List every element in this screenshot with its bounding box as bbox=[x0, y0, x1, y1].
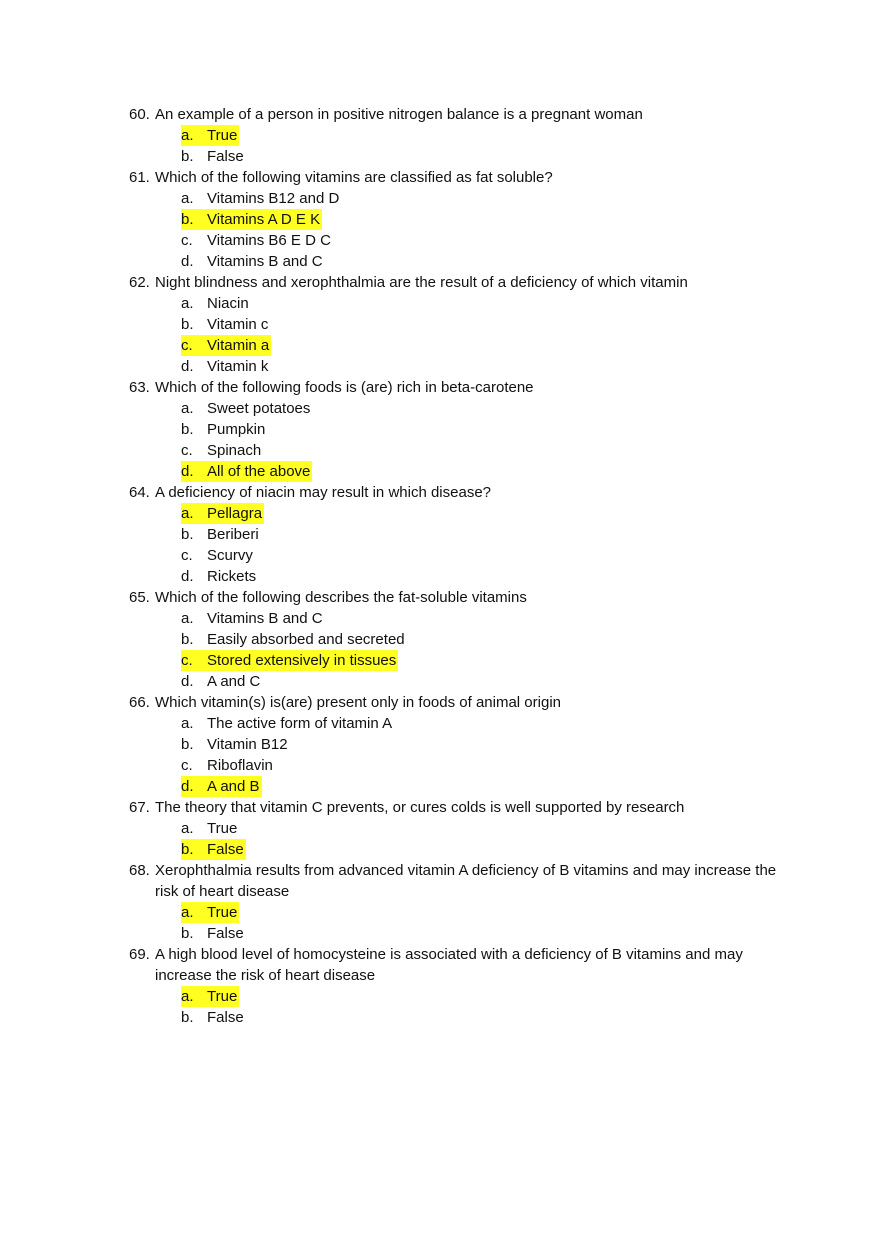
option-text: Vitamins B and C bbox=[207, 253, 323, 270]
answer-option bbox=[129, 1007, 789, 1028]
question-number: 61. bbox=[129, 169, 150, 186]
answer-option bbox=[129, 629, 789, 650]
option-content bbox=[181, 734, 290, 755]
option-letter: c. bbox=[181, 547, 193, 564]
option-letter: b. bbox=[181, 148, 194, 165]
option-content bbox=[181, 671, 262, 692]
question-number: 69. bbox=[129, 946, 150, 963]
option-content bbox=[181, 461, 312, 482]
question-number: 62. bbox=[129, 274, 150, 291]
question bbox=[129, 944, 789, 986]
option-content bbox=[181, 629, 407, 650]
option-content bbox=[181, 776, 262, 797]
option-text: A and B bbox=[207, 778, 260, 795]
option-list bbox=[129, 608, 789, 692]
option-content bbox=[181, 566, 258, 587]
option-letter: b. bbox=[181, 925, 194, 942]
answer-option-highlighted bbox=[129, 650, 789, 671]
option-list bbox=[129, 503, 789, 587]
option-letter: d. bbox=[181, 358, 194, 375]
option-letter: b. bbox=[181, 736, 194, 753]
answer-option bbox=[129, 545, 789, 566]
answer-option bbox=[129, 230, 789, 251]
option-text: Vitamin k bbox=[207, 358, 269, 375]
answer-option-highlighted bbox=[129, 125, 789, 146]
answer-option bbox=[129, 755, 789, 776]
option-text: Vitamins B and C bbox=[207, 610, 323, 627]
option-letter: d. bbox=[181, 463, 194, 480]
option-text: Vitamins B6 E D C bbox=[207, 232, 331, 249]
answer-option bbox=[129, 566, 789, 587]
option-letter: a. bbox=[181, 400, 194, 417]
question bbox=[129, 587, 789, 608]
option-content bbox=[181, 608, 325, 629]
answer-option bbox=[129, 314, 789, 335]
question bbox=[129, 797, 789, 818]
option-content bbox=[181, 293, 251, 314]
answer-option bbox=[129, 419, 789, 440]
option-text: Sweet potatoes bbox=[207, 400, 311, 417]
option-list bbox=[129, 818, 789, 860]
option-text: Pumpkin bbox=[207, 421, 266, 438]
option-letter: d. bbox=[181, 568, 194, 585]
option-content bbox=[181, 839, 246, 860]
answer-option-highlighted bbox=[129, 902, 789, 923]
question-number: 67. bbox=[129, 799, 150, 816]
option-text: The active form of vitamin A bbox=[207, 715, 393, 732]
option-text: Vitamin c bbox=[207, 316, 269, 333]
option-letter: b. bbox=[181, 526, 194, 543]
option-content bbox=[181, 146, 246, 167]
option-letter: a. bbox=[181, 820, 194, 837]
option-content bbox=[181, 188, 341, 209]
option-content bbox=[181, 818, 239, 839]
option-letter: a. bbox=[181, 295, 194, 312]
option-content bbox=[181, 650, 398, 671]
answer-option-highlighted bbox=[129, 461, 789, 482]
option-content bbox=[181, 713, 394, 734]
option-letter: a. bbox=[181, 988, 194, 1005]
question-text: Which of the following describes the fat-soluble vitamins bbox=[155, 589, 527, 606]
option-text: Stored extensively in tissues bbox=[207, 652, 397, 669]
answer-option-highlighted bbox=[129, 986, 789, 1007]
option-text: False bbox=[207, 841, 244, 858]
option-letter: d. bbox=[181, 253, 194, 270]
question-number: 64. bbox=[129, 484, 150, 501]
option-text: Riboflavin bbox=[207, 757, 273, 774]
option-content bbox=[181, 398, 312, 419]
answer-option bbox=[129, 440, 789, 461]
answer-option bbox=[129, 398, 789, 419]
question-text: Which of the following foods is (are) rich in beta-carotene bbox=[155, 379, 534, 396]
option-content bbox=[181, 923, 246, 944]
answer-option bbox=[129, 734, 789, 755]
option-text: Pellagra bbox=[207, 505, 263, 522]
option-content bbox=[181, 1007, 246, 1028]
option-list bbox=[129, 293, 789, 377]
answer-option bbox=[129, 251, 789, 272]
option-text: True bbox=[207, 988, 238, 1005]
option-text: True bbox=[207, 820, 238, 837]
question bbox=[129, 104, 789, 125]
option-content bbox=[181, 209, 322, 230]
option-text: All of the above bbox=[207, 463, 311, 480]
option-letter: a. bbox=[181, 610, 194, 627]
question-text: Xerophthalmia results from advanced vitamin A deficiency of B vitamins and may increase the risk of heart disease bbox=[155, 862, 777, 900]
option-text: Vitamin B12 bbox=[207, 736, 288, 753]
option-list bbox=[129, 125, 789, 167]
option-letter: d. bbox=[181, 673, 194, 690]
question-number: 68. bbox=[129, 862, 150, 879]
option-letter: c. bbox=[181, 757, 193, 774]
option-letter: b. bbox=[181, 1009, 194, 1026]
option-letter: b. bbox=[181, 841, 194, 858]
question bbox=[129, 167, 789, 188]
option-letter: b. bbox=[181, 421, 194, 438]
answer-option-highlighted bbox=[129, 776, 789, 797]
option-letter: a. bbox=[181, 715, 194, 732]
question bbox=[129, 272, 789, 293]
option-content bbox=[181, 251, 325, 272]
option-content bbox=[181, 125, 239, 146]
option-content bbox=[181, 419, 267, 440]
option-letter: a. bbox=[181, 190, 194, 207]
option-text: A and C bbox=[207, 673, 261, 690]
question bbox=[129, 377, 789, 398]
option-text: Spinach bbox=[207, 442, 262, 459]
question-text: Which vitamin(s) is(are) present only in foods of animal origin bbox=[155, 694, 561, 711]
option-content bbox=[181, 503, 264, 524]
option-letter: a. bbox=[181, 505, 194, 522]
option-text: Vitamins B12 and D bbox=[207, 190, 340, 207]
option-list bbox=[129, 188, 789, 272]
option-letter: b. bbox=[181, 631, 194, 648]
option-text: Easily absorbed and secreted bbox=[207, 631, 405, 648]
answer-option-highlighted bbox=[129, 209, 789, 230]
option-list bbox=[129, 398, 789, 482]
answer-option bbox=[129, 923, 789, 944]
question bbox=[129, 692, 789, 713]
option-letter: c. bbox=[181, 652, 193, 669]
option-content bbox=[181, 314, 270, 335]
question-text: An example of a person in positive nitrogen balance is a pregnant woman bbox=[155, 106, 643, 123]
option-text: Vitamins A D E K bbox=[207, 211, 321, 228]
answer-option bbox=[129, 713, 789, 734]
option-content bbox=[181, 545, 255, 566]
option-text: Beriberi bbox=[207, 526, 259, 543]
option-list bbox=[129, 986, 789, 1028]
answer-option bbox=[129, 608, 789, 629]
option-content bbox=[181, 335, 271, 356]
answer-option-highlighted bbox=[129, 335, 789, 356]
question bbox=[129, 860, 789, 902]
option-text: Vitamin a bbox=[207, 337, 270, 354]
question-text: A deficiency of niacin may result in which disease? bbox=[155, 484, 492, 501]
option-content bbox=[181, 755, 275, 776]
option-letter: c. bbox=[181, 442, 193, 459]
option-list bbox=[129, 902, 789, 944]
option-content bbox=[181, 356, 270, 377]
option-list bbox=[129, 713, 789, 797]
question-number: 65. bbox=[129, 589, 150, 606]
question-list bbox=[129, 104, 789, 1028]
answer-option bbox=[129, 146, 789, 167]
question-text: A high blood level of homocysteine is associated with a deficiency of B vitamins and may increase the risk of heart disease bbox=[155, 946, 743, 984]
answer-option bbox=[129, 188, 789, 209]
answer-option bbox=[129, 524, 789, 545]
option-content bbox=[181, 230, 333, 251]
option-text: False bbox=[207, 1009, 244, 1026]
answer-option bbox=[129, 818, 789, 839]
option-letter: c. bbox=[181, 232, 193, 249]
option-text: False bbox=[207, 925, 244, 942]
option-text: Niacin bbox=[207, 295, 249, 312]
answer-option bbox=[129, 293, 789, 314]
answer-option bbox=[129, 671, 789, 692]
question bbox=[129, 482, 789, 503]
option-letter: b. bbox=[181, 316, 194, 333]
option-text: False bbox=[207, 148, 244, 165]
answer-option-highlighted bbox=[129, 839, 789, 860]
question-number: 66. bbox=[129, 694, 150, 711]
option-letter: c. bbox=[181, 337, 193, 354]
option-letter: a. bbox=[181, 127, 194, 144]
question-number: 60. bbox=[129, 106, 150, 123]
option-letter: d. bbox=[181, 778, 194, 795]
question-number: 63. bbox=[129, 379, 150, 396]
option-text: True bbox=[207, 127, 238, 144]
option-content bbox=[181, 986, 239, 1007]
option-content bbox=[181, 524, 261, 545]
option-letter: a. bbox=[181, 904, 194, 921]
option-text: Rickets bbox=[207, 568, 257, 585]
option-content bbox=[181, 902, 239, 923]
option-text: Scurvy bbox=[207, 547, 253, 564]
option-text: True bbox=[207, 904, 238, 921]
option-letter: b. bbox=[181, 211, 194, 228]
question-text: Night blindness and xerophthalmia are the result of a deficiency of which vitamin bbox=[155, 274, 688, 291]
answer-option-highlighted bbox=[129, 503, 789, 524]
question-text: The theory that vitamin C prevents, or cures colds is well supported by research bbox=[155, 799, 685, 816]
answer-option bbox=[129, 356, 789, 377]
option-content bbox=[181, 440, 263, 461]
question-text: Which of the following vitamins are classified as fat soluble? bbox=[155, 169, 553, 186]
